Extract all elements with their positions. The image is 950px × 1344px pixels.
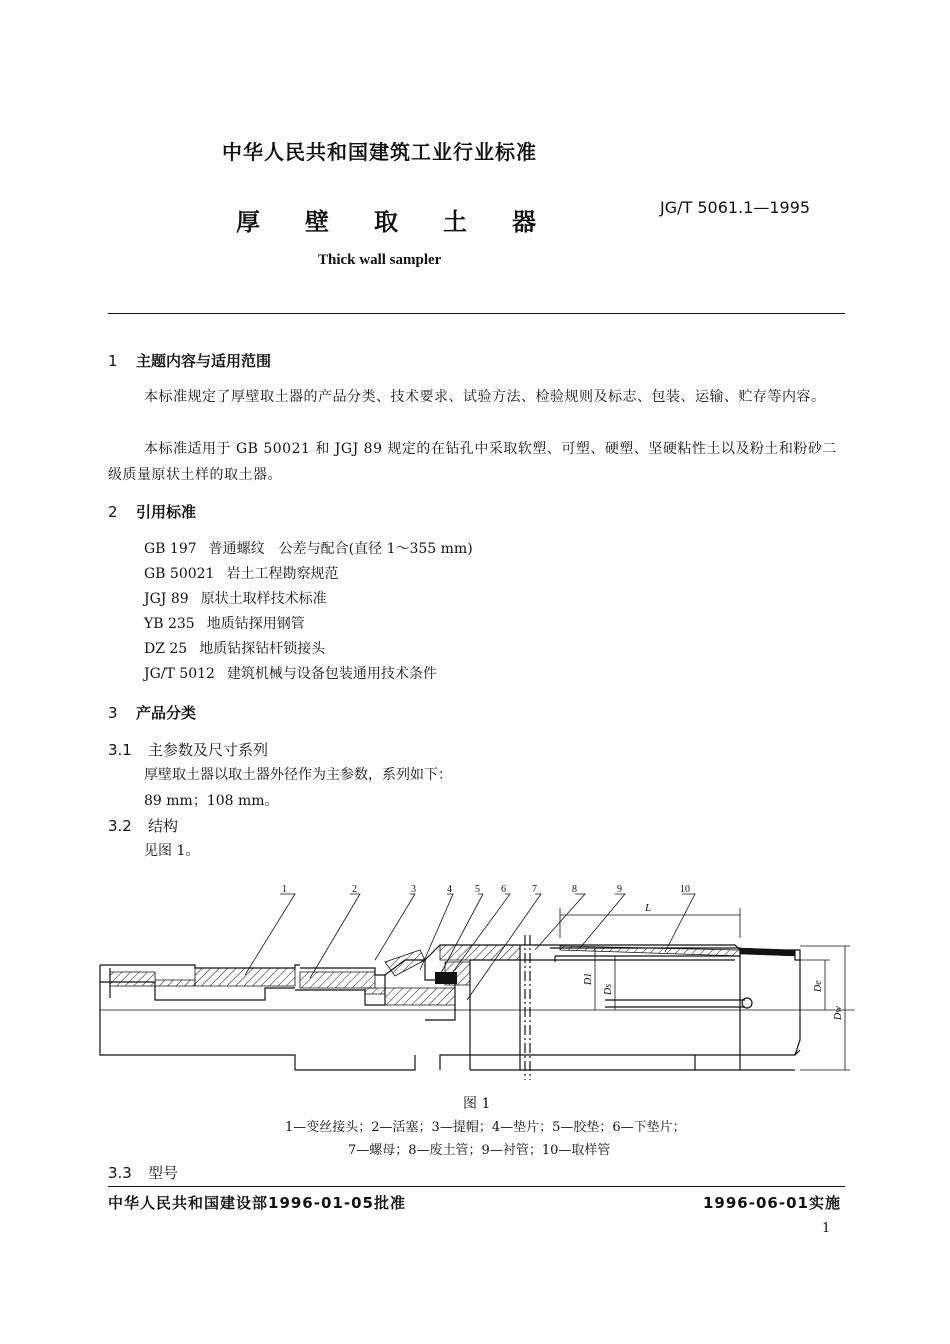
dimension-label: Ds: [603, 983, 614, 995]
section-title: 产品分类: [136, 704, 197, 722]
callout-label: 6: [501, 884, 506, 895]
section-number: 3: [108, 704, 118, 722]
reference-code: JG/T 5012: [144, 666, 215, 682]
section-1-heading: [108, 350, 271, 371]
figure-label: 图 1: [463, 1096, 491, 1112]
subsection-3-2-text: 见图 1。: [144, 843, 200, 859]
title-char: 壁: [305, 208, 329, 236]
document-title: [236, 202, 581, 237]
dimension-label: De: [813, 980, 824, 992]
callout-label: 9: [617, 884, 622, 895]
section-number: 1: [108, 352, 118, 370]
reference-item: [144, 538, 473, 558]
dimension-label: Dw: [833, 1006, 844, 1020]
reference-name: 普通螺纹 公差与配合(直径 1～355 mm): [208, 541, 473, 557]
reference-name: 地质钻探钻杆锁接头: [199, 641, 326, 657]
reference-code: DZ 25: [144, 641, 188, 657]
dimension-label: D1: [583, 972, 594, 985]
section-3-heading: [108, 702, 196, 723]
subsection-3-1-series: 89 mm；108 mm。: [144, 793, 279, 809]
approval-note: 中华人民共和国建设部1996-01-05批准: [108, 1194, 406, 1212]
callout-label: 4: [447, 884, 452, 895]
section-number: 2: [108, 503, 118, 521]
callout-label: 1: [282, 884, 287, 895]
callout-label: 10: [680, 884, 690, 895]
reference-code: GB 50021: [144, 566, 215, 582]
reference-item: [144, 563, 338, 583]
title-char: 器: [512, 208, 536, 236]
subsection-number: 3.3: [108, 1164, 132, 1182]
reference-name: 建筑机械与设备包装通用技术条件: [226, 666, 437, 682]
subsection-number: 3.2: [108, 817, 132, 835]
dimension-label: L: [645, 902, 652, 914]
subsection-title: 结构: [148, 817, 179, 835]
title-english: Thick wall sampler: [318, 252, 442, 268]
reference-name: 岩土工程勘察规范: [226, 566, 339, 582]
subsection-number: 3.1: [108, 741, 132, 759]
header-rule: [108, 313, 845, 314]
standard-code: JG/T 5061.1—1995: [660, 198, 811, 217]
callout-label: 7: [532, 884, 537, 895]
implementation-date: 1996-06-01实施: [703, 1194, 841, 1212]
figure-caption-line-1: 1—变丝接头；2—活塞；3—提帽；4—垫片；5—胶垫；6—下垫片；: [285, 1120, 686, 1135]
section-1-paragraph-2: 本标准适用于 GB 50021 和 JGJ 89 规定的在钻孔中采取软塑、可塑、硬塑、坚硬粘性土以及粉土和粉砂二级质量原状土样的取土器。: [108, 441, 837, 483]
subsection-title: 主参数及尺寸系列: [148, 741, 269, 759]
subsection-3-1-text: 厚壁取土器以取土器外径作为主参数，系列如下：: [144, 767, 452, 783]
section-2-heading: [108, 501, 196, 522]
callout-label: 5: [475, 884, 480, 895]
section-title: 引用标准: [136, 503, 197, 521]
section-title: 主题内容与适用范围: [136, 352, 272, 370]
footer-rule: [108, 1186, 845, 1187]
callout-label: 3: [411, 884, 416, 895]
callout-label: 2: [352, 884, 357, 895]
reference-item: [144, 613, 305, 633]
subsection-3-2-heading: [108, 815, 178, 836]
reference-item: [144, 638, 325, 658]
subsection-3-3-heading: [108, 1162, 178, 1183]
reference-name: 地质钻探用钢管: [206, 616, 305, 632]
subsection-title: 型号: [148, 1164, 179, 1182]
standard-header: 中华人民共和国建筑工业行业标准: [222, 140, 537, 164]
reference-item: [144, 663, 437, 683]
reference-code: YB 235: [144, 616, 195, 632]
title-char: 土: [443, 208, 467, 236]
reference-name: 原状土取样技术标准: [200, 591, 327, 607]
figure-caption-line-2: 7—螺母；8—废土管；9—衬管；10—取样管: [348, 1143, 611, 1158]
title-char: 厚: [236, 208, 260, 236]
title-char: 取: [374, 208, 398, 236]
reference-code: JGJ 89: [144, 591, 189, 607]
subsection-3-1-heading: [108, 739, 268, 760]
callout-label: 8: [572, 884, 577, 895]
section-1-paragraph-1: 本标准规定了厚壁取土器的产品分类、技术要求、试验方法、检验规则及标志、包装、运输、贮存等内容。: [144, 389, 826, 405]
sampler-drawing: [95, 880, 860, 1085]
reference-item: [144, 588, 327, 608]
page-number: 1: [822, 1221, 831, 1236]
reference-code: GB 197: [144, 541, 197, 557]
